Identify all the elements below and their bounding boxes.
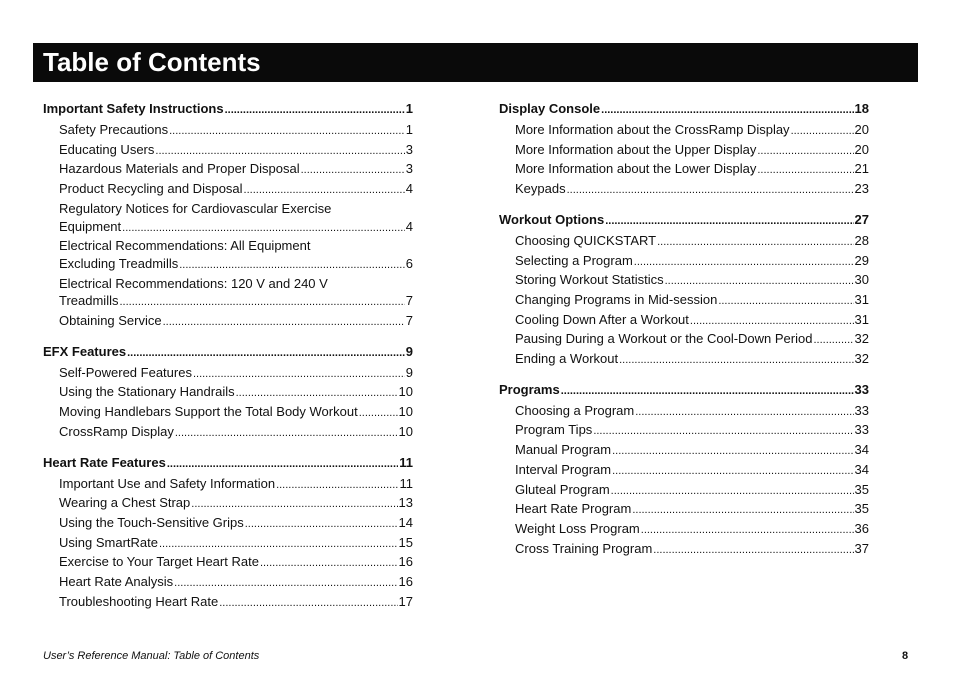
dot-leader [690, 313, 854, 331]
toc-entry[interactable] [43, 403, 413, 423]
toc-entry-label: Manual Program [515, 442, 612, 458]
section-page-number: 18 [854, 101, 869, 116]
toc-entry-page-number: 1 [405, 122, 413, 137]
page-title: Table of Contents [33, 43, 918, 82]
dot-leader [632, 502, 853, 520]
toc-entry-label: Product Recycling and Disposal [59, 181, 243, 197]
toc-entry[interactable] [499, 160, 869, 180]
toc-section-title[interactable] [499, 211, 869, 229]
toc-entry[interactable] [43, 141, 413, 161]
toc-entry-label: Pausing During a Workout or the Cool-Down Period [515, 331, 813, 347]
toc-entry-page-number: 33 [854, 422, 869, 438]
toc-entry[interactable] [499, 330, 869, 350]
toc-entry-label: Obtaining Service [59, 313, 162, 329]
toc-entry-label: Choosing a Program [515, 402, 635, 418]
toc-entry-label: Using SmartRate [59, 534, 158, 550]
dot-leader [561, 382, 854, 400]
toc-entry-page-number: 34 [854, 461, 869, 477]
toc-entry-page-number: 17 [398, 593, 413, 609]
toc-entry-page-number: 32 [854, 351, 869, 367]
toc-entry[interactable] [43, 593, 413, 613]
toc-section-title[interactable] [43, 343, 413, 361]
toc-entry-page-number: 10 [398, 423, 413, 439]
footer-text: User’s Reference Manual: Table of Contents [43, 650, 260, 662]
dot-leader [175, 425, 398, 443]
toc-section-title[interactable] [499, 100, 869, 118]
toc-entry-label: Using the Touch-Sensitive Grips [59, 514, 244, 530]
toc-entry[interactable] [499, 421, 869, 441]
toc-entry-label: Troubleshooting Heart Rate [59, 593, 219, 609]
toc-entry-label: Changing Programs in Mid-session [515, 291, 718, 307]
toc-entry[interactable] [43, 312, 413, 332]
toc-entry-label: Selecting a Program [515, 252, 633, 268]
toc-entry-page-number: 7 [405, 293, 413, 309]
toc-section [499, 100, 869, 200]
toc-entry-label: Educating Users [59, 141, 155, 157]
dot-leader [757, 162, 853, 180]
toc-entry-label: More Information about the Upper Display [515, 141, 757, 157]
toc-entry-label: Storing Workout Statistics [515, 272, 664, 288]
toc-entry-label: Heart Rate Program [515, 501, 632, 517]
toc-entry-page-number: 31 [854, 311, 869, 327]
dot-leader [601, 101, 853, 119]
toc-entry-page-number: 30 [854, 272, 869, 288]
toc-entry[interactable] [499, 350, 869, 370]
toc-entry-label: Wearing a Chest Strap [59, 495, 191, 511]
toc-section [499, 211, 869, 370]
dot-leader [159, 536, 398, 554]
toc-section-title[interactable] [43, 454, 413, 472]
toc-entry[interactable] [43, 218, 413, 238]
toc-entry[interactable] [499, 481, 869, 501]
toc-entry-label: Excluding Treadmills [59, 255, 179, 271]
toc-entry[interactable] [43, 255, 413, 275]
toc-entry[interactable] [499, 141, 869, 161]
dot-leader [122, 220, 405, 238]
toc-section [43, 100, 413, 332]
dot-leader [567, 182, 854, 200]
dot-leader [791, 123, 854, 141]
toc-entry-page-number: 15 [398, 534, 413, 550]
dot-leader [813, 332, 853, 350]
toc-entry[interactable] [499, 291, 869, 311]
dot-leader [260, 555, 398, 573]
toc-entry[interactable] [43, 534, 413, 554]
dot-leader [634, 254, 854, 272]
toc-entry-page-number: 35 [854, 501, 869, 517]
toc-entry[interactable] [43, 573, 413, 593]
toc-entry[interactable] [499, 121, 869, 141]
toc-entry-first-line: Regulatory Notices for Cardiovascular Exercise [59, 200, 332, 216]
section-title-label: Programs [499, 381, 560, 397]
toc-entry[interactable] [499, 252, 869, 272]
section-title-label: Heart Rate Features [43, 454, 166, 470]
toc-entry-label: Moving Handlebars Support the Total Body Workout [59, 404, 358, 420]
toc-column-left [43, 100, 413, 623]
toc-entry-label: Weight Loss Program [515, 520, 640, 536]
section-page-number: 27 [854, 211, 869, 227]
dot-leader [219, 595, 397, 613]
toc-entry[interactable] [43, 383, 413, 403]
toc-entry-page-number: 10 [398, 384, 413, 400]
toc-entry[interactable] [43, 475, 413, 495]
toc-entry[interactable] [499, 500, 869, 520]
toc-entry-page-number: 7 [405, 313, 413, 329]
toc-entry-page-number: 29 [854, 252, 869, 268]
toc-entry-first-line: Electrical Recommendations: 120 V and 240 V [59, 275, 328, 291]
toc-entry-page-number: 35 [854, 481, 869, 497]
toc-entry[interactable] [43, 121, 413, 141]
dot-leader [167, 455, 398, 473]
toc-entry[interactable] [43, 180, 413, 200]
toc-entry[interactable] [43, 514, 413, 534]
toc-entry-label: Cross Training Program [515, 540, 653, 556]
toc-section [43, 343, 413, 443]
toc-entry[interactable] [499, 520, 869, 540]
toc-entry[interactable] [43, 423, 413, 443]
toc-entry-label: Hazardous Materials and Proper Disposal [59, 161, 300, 177]
dot-leader [619, 352, 853, 370]
toc-entry-page-number: 16 [398, 574, 413, 590]
dot-leader [163, 314, 405, 332]
dot-leader [169, 123, 405, 141]
toc-entry-page-number: 31 [854, 291, 869, 307]
toc-entry-page-number: 33 [854, 402, 869, 418]
toc-entry-label: Ending a Workout [515, 351, 619, 367]
dot-leader [191, 496, 397, 514]
dot-leader [301, 162, 405, 180]
toc-entry[interactable] [43, 160, 413, 180]
toc-entry-page-number: 37 [854, 540, 869, 556]
toc-entry-label: More Information about the CrossRamp Display [515, 122, 790, 137]
dot-leader [127, 344, 405, 362]
dot-leader [244, 182, 405, 200]
dot-leader [225, 101, 405, 119]
dot-leader [359, 405, 398, 423]
section-page-number: 11 [399, 454, 413, 470]
toc-entry-page-number: 36 [854, 520, 869, 536]
toc-entry-label: Keypads [515, 181, 566, 197]
dot-leader [155, 143, 404, 161]
dot-leader [611, 483, 854, 501]
toc-entry-label: More Information about the Lower Display [515, 161, 757, 177]
toc-section [43, 454, 413, 613]
toc-entry-page-number: 13 [398, 495, 413, 511]
dot-leader [236, 385, 398, 403]
toc-section [499, 381, 869, 560]
toc-entry-label: CrossRamp Display [59, 423, 174, 439]
dot-leader [612, 463, 853, 481]
toc-entry-page-number: 28 [854, 232, 869, 248]
dot-leader [593, 423, 853, 441]
toc-entry[interactable] [43, 364, 413, 384]
dot-leader [612, 443, 853, 461]
dot-leader [276, 477, 398, 495]
toc-entry-label: Cooling Down After a Workout [515, 311, 689, 327]
toc-entry-page-number: 11 [399, 475, 413, 491]
toc-column-right [499, 100, 869, 570]
dot-leader [635, 404, 853, 422]
section-title-label: Workout Options [499, 211, 605, 227]
toc-entry-page-number: 16 [398, 554, 413, 570]
toc-entry[interactable] [499, 461, 869, 481]
toc-entry-label: Gluteal Program [515, 481, 610, 497]
dot-leader [245, 516, 398, 534]
toc-entry[interactable] [43, 494, 413, 514]
toc-entry-label: Program Tips [515, 422, 593, 438]
toc-entry-page-number: 20 [854, 122, 869, 137]
dot-leader [665, 273, 854, 291]
toc-entry-label: Self-Powered Features [59, 364, 192, 380]
toc-entry[interactable] [499, 441, 869, 461]
toc-entry-label: Treadmills [59, 293, 119, 309]
toc-entry-page-number: 3 [405, 161, 413, 177]
toc-entry[interactable] [43, 553, 413, 573]
toc-entry-label: Interval Program [515, 461, 612, 477]
toc-entry-label: Heart Rate Analysis [59, 574, 174, 590]
toc-entry-label: Equipment [59, 218, 122, 234]
dot-leader [174, 575, 397, 593]
section-title-label: Display Console [499, 101, 601, 116]
toc-entry-label: Choosing QUICKSTART [515, 232, 657, 248]
dot-leader [657, 234, 853, 252]
toc-entry-page-number: 32 [854, 331, 869, 347]
toc-entry[interactable] [499, 232, 869, 252]
section-title-label: Important Safety Instructions [43, 101, 224, 116]
toc-entry-label: Important Use and Safety Information [59, 475, 276, 491]
dot-leader [119, 294, 404, 312]
dot-leader [718, 293, 853, 311]
toc-entry-page-number: 14 [398, 514, 413, 530]
toc-entry-page-number: 20 [854, 141, 869, 157]
toc-entry[interactable] [499, 402, 869, 422]
toc-entry-label: Using the Stationary Handrails [59, 384, 235, 400]
dot-leader [641, 522, 854, 540]
toc-entry-page-number: 23 [854, 181, 869, 197]
toc-entry-page-number: 9 [405, 364, 413, 380]
toc-entry-page-number: 10 [398, 404, 413, 420]
dot-leader [179, 257, 405, 275]
toc-entry-label: Exercise to Your Target Heart Rate [59, 554, 259, 570]
toc-entry-page-number: 21 [854, 161, 869, 177]
section-page-number: 9 [405, 343, 413, 359]
toc-entry-page-number: 3 [405, 141, 413, 157]
dot-leader [605, 212, 853, 230]
dot-leader [193, 366, 405, 384]
page-number: 8 [902, 650, 909, 662]
toc-section-title[interactable] [499, 381, 869, 399]
toc-entry-page-number: 34 [854, 442, 869, 458]
dot-leader [757, 143, 853, 161]
toc-entry[interactable] [43, 292, 413, 312]
toc-entry-label: Safety Precautions [59, 122, 169, 137]
toc-entry[interactable] [499, 271, 869, 291]
toc-section-title[interactable] [43, 100, 413, 118]
toc-entry-page-number: 6 [405, 255, 413, 271]
toc-entry[interactable] [499, 311, 869, 331]
section-title-label: EFX Features [43, 343, 127, 359]
section-page-number: 33 [854, 381, 869, 397]
toc-entry-page-number: 4 [405, 218, 413, 234]
toc-entry[interactable] [499, 540, 869, 560]
section-page-number: 1 [405, 101, 413, 116]
toc-entry[interactable] [499, 180, 869, 200]
dot-leader [653, 542, 853, 560]
toc-entry-first-line: Electrical Recommendations: All Equipment [59, 238, 311, 254]
toc-entry-page-number: 4 [405, 181, 413, 197]
